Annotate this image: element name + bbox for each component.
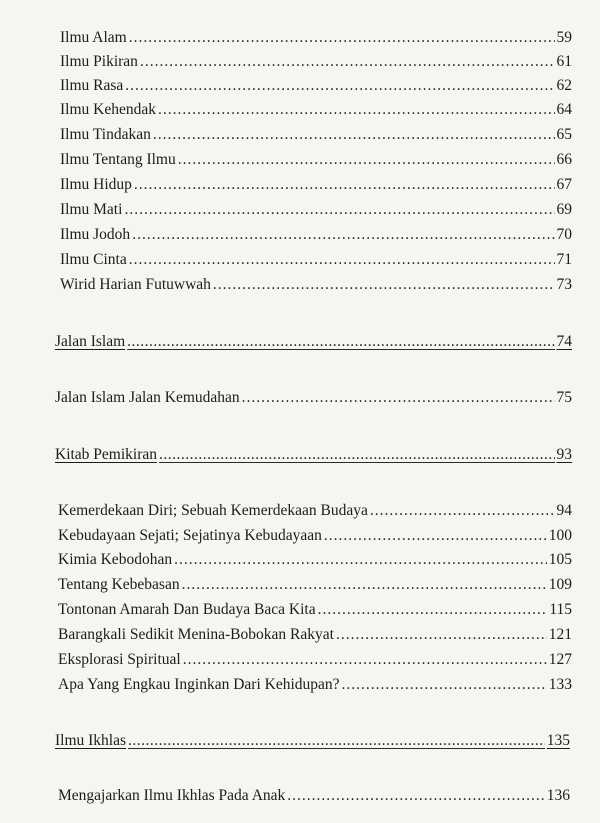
leader-dots — [134, 176, 555, 194]
toc-entry-page: 67 — [556, 176, 572, 193]
toc-entry-title: Ilmu Rasa — [60, 77, 124, 94]
toc-entry[interactable] — [60, 276, 572, 296]
leader-dots — [178, 151, 555, 169]
toc-entry-page: 69 — [556, 201, 572, 218]
leader-dots — [183, 651, 547, 669]
section-page: 93 — [556, 446, 572, 463]
leader-dots — [324, 527, 547, 545]
leader-dots — [125, 77, 554, 95]
toc-section-heading[interactable] — [55, 732, 570, 752]
leader-dots — [213, 276, 555, 294]
leader-dots — [336, 626, 547, 644]
toc-entry-page: 133 — [548, 676, 572, 693]
toc-entry[interactable] — [58, 601, 572, 621]
toc-entry-page: 136 — [546, 787, 570, 804]
section-page: 135 — [546, 732, 570, 749]
toc-entry[interactable] — [58, 576, 572, 596]
section-title: Ilmu Ikhlas — [55, 732, 127, 749]
toc-entry[interactable] — [60, 29, 572, 49]
toc-entry-page: 100 — [548, 527, 572, 544]
toc-entry-title: Ilmu Kehendak — [60, 101, 156, 118]
toc-entry-page: 127 — [548, 651, 572, 668]
toc-entry[interactable] — [58, 527, 572, 547]
toc-entry-title: Mengajarkan Ilmu Ikhlas Pada Anak — [58, 787, 286, 804]
toc-entry[interactable] — [60, 77, 572, 97]
toc-entry-title: Jalan Islam Jalan Kemudahan — [55, 389, 240, 406]
toc-entry-page: 64 — [556, 101, 572, 118]
leader-dots — [174, 551, 547, 569]
toc-entry[interactable] — [58, 626, 572, 646]
toc-entry-page: 94 — [556, 502, 572, 519]
section-page: 74 — [556, 333, 572, 350]
toc-entry-title: Tentang Kebebasan — [58, 576, 180, 593]
toc-entry-page: 59 — [556, 29, 572, 46]
leader-dots — [140, 53, 555, 71]
toc-entry[interactable] — [60, 251, 572, 271]
toc-entry[interactable] — [58, 676, 572, 696]
toc-entry-title: Ilmu Mati — [60, 201, 123, 218]
toc-entry-page: 71 — [556, 251, 572, 268]
toc-entry-page: 73 — [556, 276, 572, 293]
toc-entry-title: Ilmu Hidup — [60, 176, 132, 193]
leader-dots — [129, 251, 555, 269]
toc-entry[interactable] — [58, 551, 572, 571]
toc-entry-title: Kimia Kebodohan — [58, 551, 173, 568]
toc-entry-title: Eksplorasi Spiritual — [58, 651, 181, 668]
toc-entry[interactable] — [60, 101, 572, 121]
toc-entry[interactable] — [58, 651, 572, 671]
toc-entry[interactable] — [55, 389, 572, 409]
toc-entry-page: 115 — [549, 601, 572, 618]
section-title: Jalan Islam — [55, 333, 126, 350]
toc-entry-title: Barangkali Sedikit Menina-Bobokan Rakyat — [58, 626, 334, 643]
leader-dots — [153, 126, 555, 144]
toc-entry-title: Wirid Harian Futuwwah — [60, 276, 211, 293]
leader-dots — [124, 201, 554, 219]
toc-entry-title: Ilmu Tentang Ilmu — [60, 151, 176, 168]
leader-dots — [127, 333, 554, 351]
leader-dots — [182, 576, 547, 594]
section-title: Kitab Pemikiran — [55, 446, 158, 463]
toc-entry-page: 109 — [548, 576, 572, 593]
leader-dots — [342, 676, 547, 694]
toc-entry-title: Kebudayaan Sejati; Sejatinya Kebudayaan — [58, 527, 322, 544]
toc-entry-title: Apa Yang Engkau Inginkan Dari Kehidupan? — [58, 676, 340, 693]
toc-entry-page: 66 — [556, 151, 572, 168]
toc-entry-page: 62 — [556, 77, 572, 94]
toc-entry[interactable] — [60, 226, 572, 246]
toc-entry-page: 70 — [556, 226, 572, 243]
leader-dots — [287, 787, 544, 805]
toc-entry[interactable] — [60, 151, 572, 171]
toc-entry-title: Kemerdekaan Diri; Sebuah Kemerdekaan Budaya — [58, 502, 368, 519]
toc-entry-title: Ilmu Jodoh — [60, 226, 131, 243]
toc-section-heading[interactable] — [55, 446, 572, 466]
leader-dots — [158, 101, 555, 119]
toc-entry-title: Ilmu Cinta — [60, 251, 127, 268]
toc-entry-title: Ilmu Pikiran — [60, 53, 138, 70]
toc-entry[interactable] — [60, 126, 572, 146]
toc-entry[interactable] — [60, 53, 572, 73]
leader-dots — [128, 732, 545, 750]
leader-dots — [159, 446, 554, 464]
toc-entry-page: 75 — [556, 389, 572, 406]
toc-entry-title: Ilmu Alam — [60, 29, 127, 46]
toc-section-heading[interactable] — [55, 333, 572, 353]
toc-entry-title: Tontonan Amarah Dan Budaya Baca Kita — [58, 601, 316, 618]
toc-entry[interactable] — [58, 787, 570, 807]
toc-entry[interactable] — [58, 502, 572, 522]
toc-entry-page: 61 — [556, 53, 572, 70]
leader-dots — [318, 601, 548, 619]
toc-entry-title: Ilmu Tindakan — [60, 126, 151, 143]
leader-dots — [129, 29, 555, 47]
leader-dots — [370, 502, 555, 520]
leader-dots — [132, 226, 554, 244]
leader-dots — [242, 389, 555, 407]
toc-entry-page: 105 — [548, 551, 572, 568]
toc-entry-page: 121 — [548, 626, 572, 643]
toc-entry[interactable] — [60, 176, 572, 196]
toc-entry[interactable] — [60, 201, 572, 221]
toc-entry-page: 65 — [556, 126, 572, 143]
